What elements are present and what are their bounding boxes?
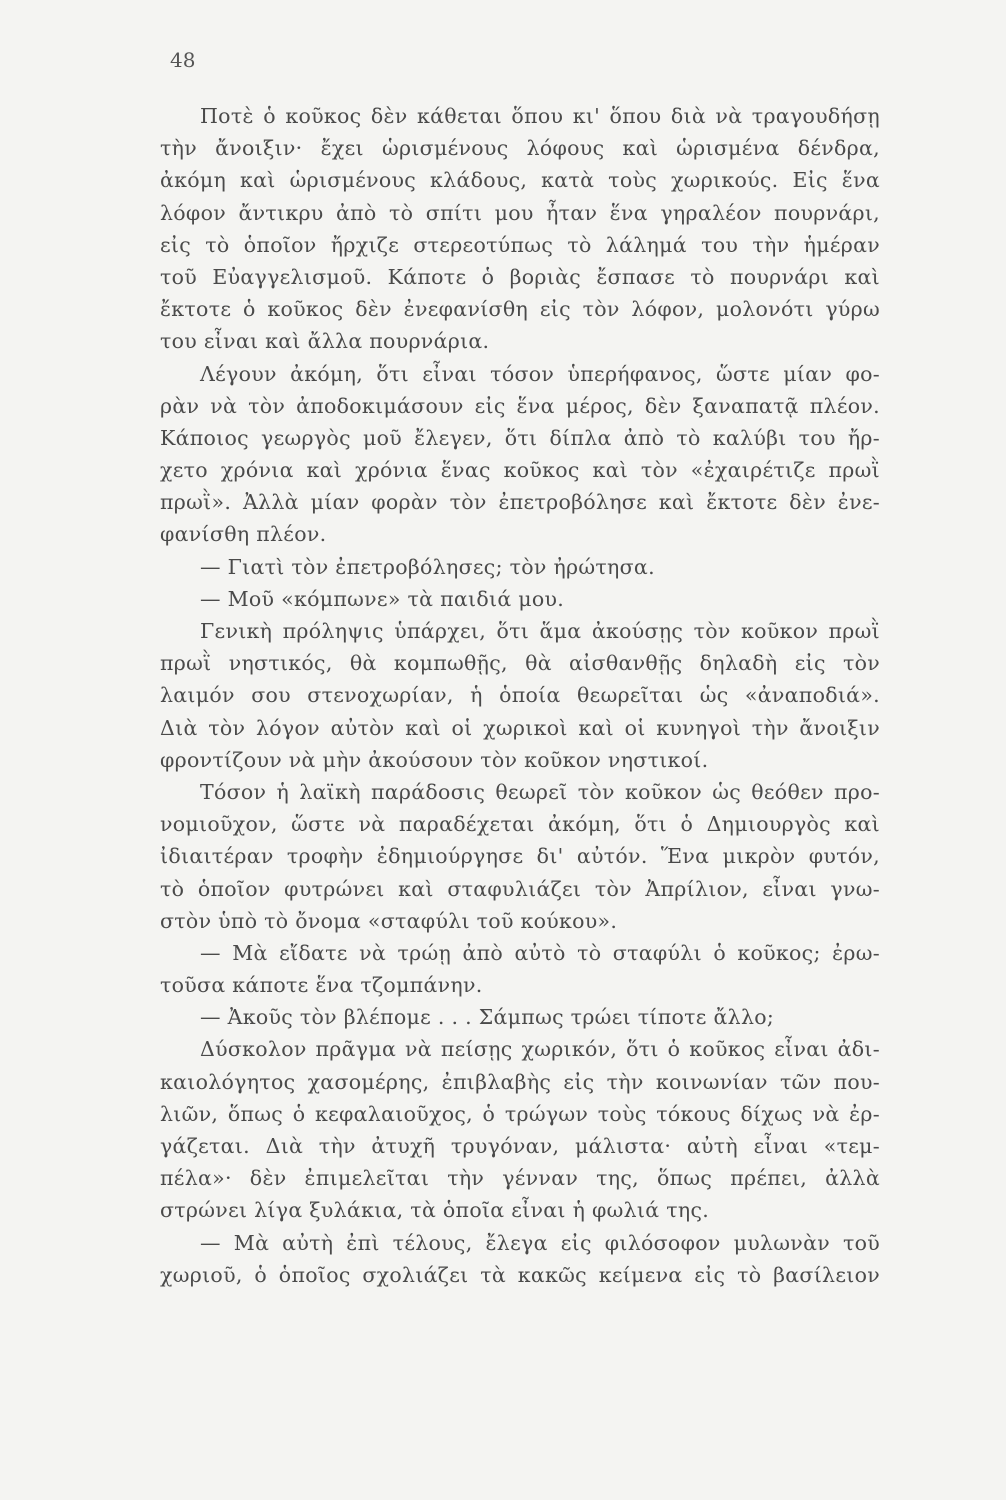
text-line: στὸν ὑπὸ τὸ ὄνομα «σταφύλι τοῦ κούκου».	[160, 908, 618, 933]
text-line: χωριοῦ, ὁ ὁποῖος σχολιάζει τὰ κακῶς κείμενα εἰς τὸ βασίλειον	[160, 1262, 880, 1287]
body-text	[160, 100, 880, 1291]
text-line: Λέγουν ἀκόμη, ὅτι εἶναι τόσον ὑπερήφανος, ὥστε μίαν φο-	[200, 361, 880, 386]
text-line: Διὰ τὸν λόγον αὐτὸν καὶ οἱ χωρικοὶ καὶ οἱ κυνηγοὶ τὴν ἄνοιξιν	[160, 715, 880, 740]
text-line: ἔκτοτε ὁ κοῦκος δὲν ἐνεφανίσθη εἰς τὸν λόφον, μολονότι γύρω	[160, 297, 880, 322]
text-line: πρωῒ νηστικός, θὰ κομπωθῇς, θὰ αἰσθανθῇς δηλαδὴ εἰς τὸν	[160, 651, 880, 676]
text-line: τὴν ἄνοιξιν· ἔχει ὡρισμένους λόφους καὶ ὡρισμένα δένδρα,	[160, 136, 880, 161]
text-line: — Μὰ εἴδατε νὰ τρώῃ ἀπὸ αὐτὸ τὸ σταφύλι ὁ κοῦκος; ἐρω-	[200, 940, 880, 965]
text-line: του εἶναι καὶ ἄλλα πουρνάρια.	[160, 329, 490, 354]
text-line: χετο χρόνια καὶ χρόνια ἕνας κοῦκος καὶ τὸν «ἐχαιρέτιζε πρωῒ	[160, 458, 880, 483]
text-line: στρώνει λίγα ξυλάκια, τὰ ὁποῖα εἶναι ἡ φωλιά της.	[160, 1198, 710, 1223]
text-line: Ποτὲ ὁ κοῦκος δὲν κάθεται ὅπου κι' ὅπου διὰ νὰ τραγουδήσῃ	[200, 104, 880, 128]
text-line: τοῦ Εὐαγγελισμοῦ. Κάποτε ὁ βοριὰς ἔσπασε τὸ πουρνάρι καὶ	[160, 264, 880, 289]
text-line: νομιοῦχον, ὥστε νὰ παραδέχεται ἀκόμη, ὅτι ὁ Δημιουργὸς καὶ	[160, 812, 880, 837]
text-line: ἀκόμη καὶ ὡρισμένους κλάδους, κατὰ τοὺς χωρικούς. Εἰς ἕνα	[160, 168, 880, 193]
text-line: πέλα»· δὲν ἐπιμελεῖται τὴν γένναν της, ὅπως πρέπει, ἀλλὰ	[160, 1166, 880, 1191]
text-line: λαιμόν σου στενοχωρίαν, ἡ ὁποία θεωρεῖται ὡς «ἀναποδιά».	[160, 683, 880, 708]
text-line: — Μὰ αὐτὴ ἐπὶ τέλους, ἔλεγα εἰς φιλόσοφον μυλωνὰν τοῦ	[200, 1230, 880, 1255]
text-line: Γενικὴ πρόληψις ὑπάρχει, ὅτι ἅμα ἀκούσῃς τὸν κοῦκον πρωῒ	[200, 619, 880, 643]
text-line: πρωῒ». Ἀλλὰ μίαν φορὰν τὸν ἐπετροβόλησε καὶ ἔκτοτε δὲν ἐνε-	[160, 490, 880, 515]
text-line: λόφον ἄντικρυ ἀπὸ τὸ σπίτι μου ἦταν ἕνα γηραλέον πουρνάρι,	[160, 200, 880, 225]
text-line: — Ἀκοῦς τὸν βλέπομε . . . Σάμπως τρώει τίποτε ἄλλο;	[200, 1005, 775, 1030]
text-line: τοῦσα κάποτε ἕνα τζομπάνην.	[160, 973, 483, 998]
text-line: φανίσθη πλέον.	[160, 522, 327, 547]
text-line: ἰδιαιτέραν τροφὴν ἐδημιούργησε δι' αὐτόν. Ἕνα μικρὸν φυτόν,	[160, 844, 880, 869]
text-line: Τόσον ἡ λαϊκὴ παράδοσις θεωρεῖ τὸν κοῦκον ὡς θεόθεν προ-	[200, 779, 880, 804]
text-line: τὸ ὁποῖον φυτρώνει καὶ σταφυλιάζει τὸν Ἀπρίλιον, εἶναι γνω-	[160, 876, 880, 901]
text-line: φροντίζουν νὰ μὴν ἀκούσουν τὸν κοῦκον νηστικοί.	[160, 747, 709, 772]
text-line: Κάποιος γεωργὸς μοῦ ἔλεγεν, ὅτι δίπλα ἀπὸ τὸ καλύβι του ἤρ-	[160, 425, 880, 450]
text-line: — Μοῦ «κόμπωνε» τὰ παιδιά μου.	[200, 586, 565, 611]
text-line: γάζεται. Διὰ τὴν ἀτυχῆ τρυγόναν, μάλιστα· αὐτὴ εἶναι «τεμ-	[160, 1134, 880, 1158]
text-line: εἰς τὸ ὁποῖον ἤρχιζε στερεοτύπως τὸ λάλημά του τὴν ἡμέραν	[160, 232, 880, 257]
text-line: λιῶν, ὅπως ὁ κεφαλαιοῦχος, ὁ τρώγων τοὺς τόκους δίχως νὰ ἐρ-	[160, 1101, 880, 1126]
text-line: Δύσκολον πρᾶγμα νὰ πείσῃς χωρικόν, ὅτι ὁ κοῦκος εἶναι ἀδι-	[200, 1037, 880, 1062]
text-line: ρὰν νὰ τὸν ἀποδοκιμάσουν εἰς ἕνα μέρος, δὲν ξαναπατᾷ πλέον.	[160, 393, 880, 418]
text-line: καιολόγητος χασομέρης, ἐπιβλαβὴς εἰς τὴν κοινωνίαν τῶν που-	[160, 1069, 880, 1094]
page-number: 48	[170, 48, 196, 72]
text-line: — Γιατὶ τὸν ἐπετροβόλησες; τὸν ἠρώτησα.	[200, 554, 655, 579]
